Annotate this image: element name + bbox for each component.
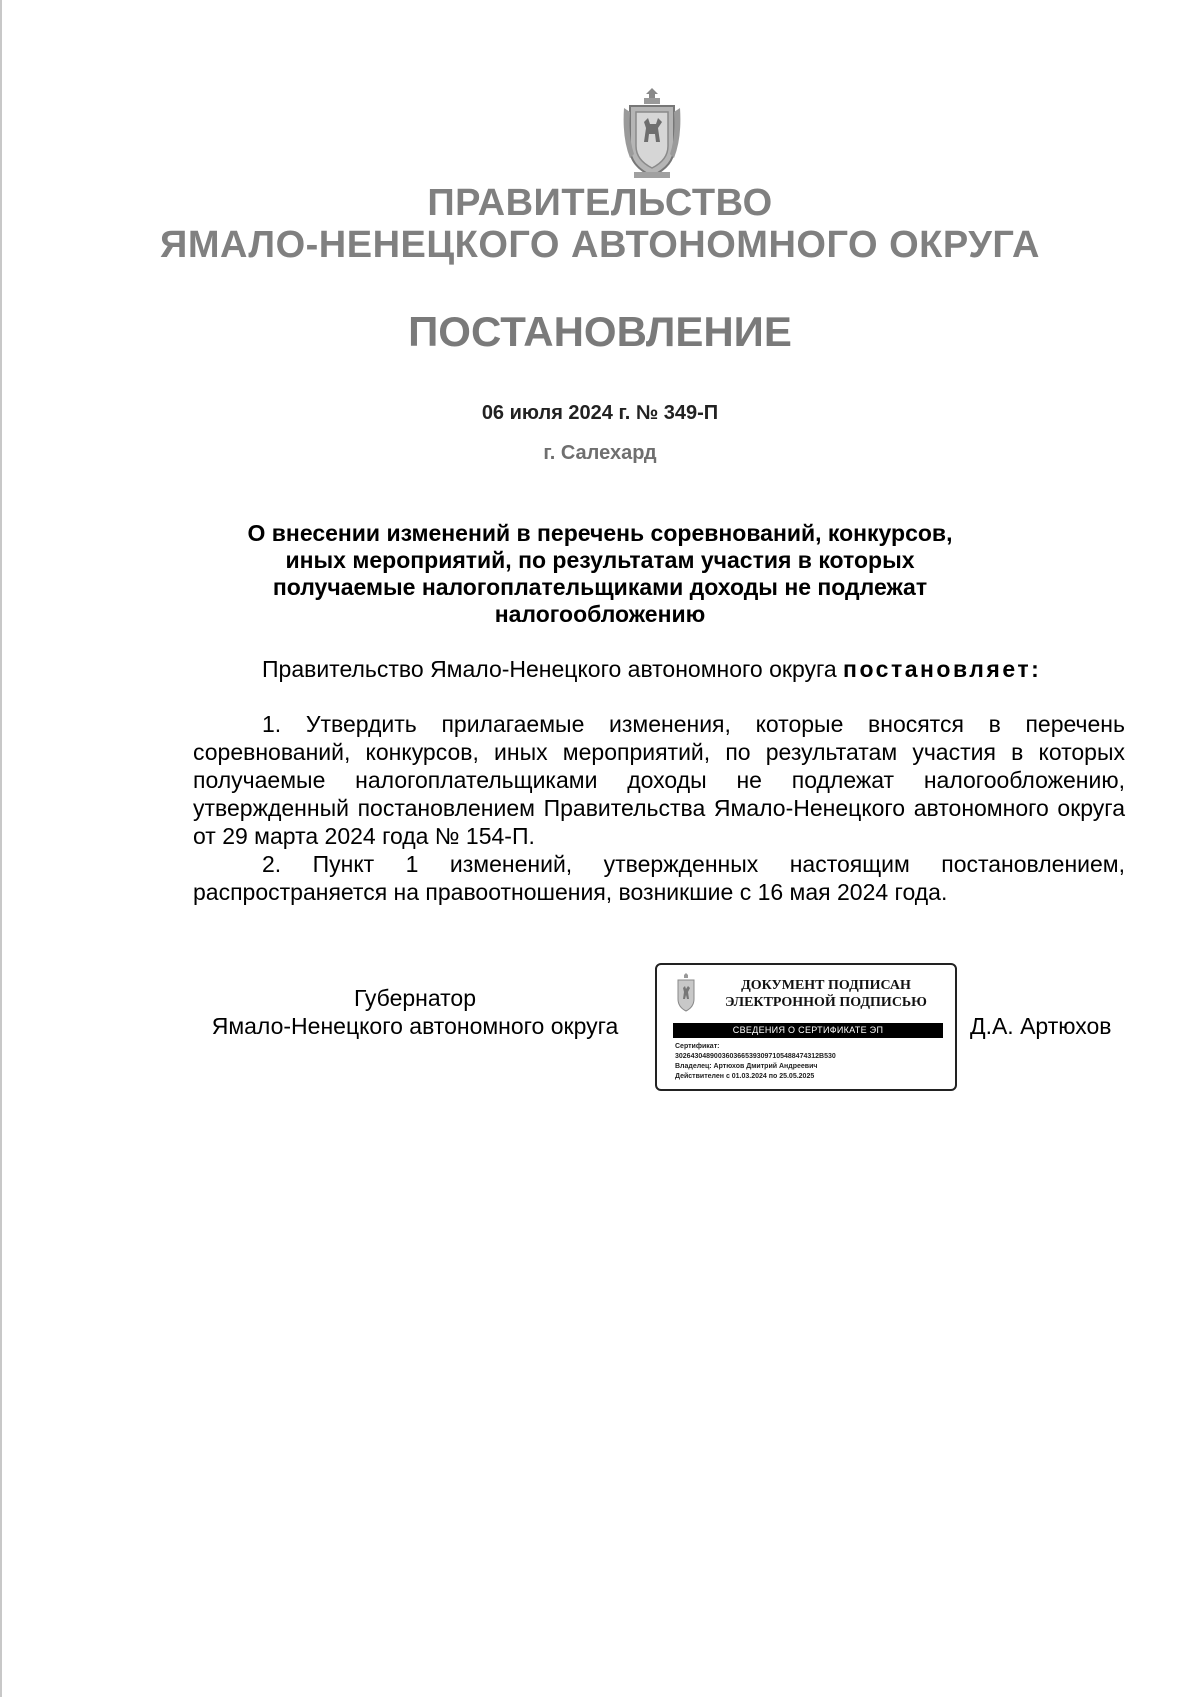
document-body — [193, 710, 1125, 906]
electronic-signature-stamp — [655, 963, 957, 1091]
stamp-certificate-label: Сертификат: — [675, 1043, 720, 1050]
stamp-coat-of-arms-icon — [675, 973, 697, 1013]
government-name-line1: ПРАВИТЕЛЬСТВО — [427, 182, 773, 224]
document-date-number: 06 июля 2024 г. № 349-П — [481, 402, 719, 424]
stamp-title — [703, 977, 949, 1011]
paragraph-2: 2. Пункт 1 изменений, утвержденных настоящим постановлением, распространяется на правоотношения, возникшие с 16 мая 2024 года. — [193, 851, 1125, 905]
coat-of-arms-icon — [622, 88, 682, 180]
preamble — [262, 655, 1041, 683]
stamp-certificate-details — [675, 1042, 951, 1082]
signer-name: Д.А. Артюхов — [970, 1013, 1112, 1039]
signer-position-line1: Губернатор — [353, 985, 477, 1011]
preamble-decision: постановляет: — [843, 656, 1042, 682]
paragraph-1: 1. Утвердить прилагаемые изменения, которые вносятся в перечень соревнований, конкурсов, иных мероприятий, по результатам участия в которых получаемые налогоплательщиками доходы не подлежат налогообложению, утвержденный постановлением Правительства Ямало-Ненецкого автономного округа от 29 марта 2024 года № 154-П. — [193, 711, 1125, 849]
stamp-owner: Владелец: Артюхов Дмитрий Андреевич — [675, 1063, 818, 1070]
stamp-certificate-number: 3026430489003603665393097105488474312B530 — [675, 1053, 836, 1060]
preamble-text: Правительство Ямало-Ненецкого автономного округа — [262, 656, 844, 682]
document-city: г. Салехард — [543, 442, 657, 464]
stamp-title-line1: ДОКУМЕНТ ПОДПИСАН — [741, 978, 911, 993]
stamp-title-line2: ЭЛЕКТРОННОЙ ПОДПИСЬЮ — [725, 995, 927, 1010]
document-subject: О внесении изменений в перечень соревнований, конкурсов, иных мероприятий, по результатам участия в которых получаемые налогоплательщиками доходы не подлежат налогообложению — [247, 520, 953, 627]
stamp-validity: Действителен с 01.03.2024 по 25.05.2025 — [675, 1073, 815, 1080]
signer-position-line2: Ямало-Ненецкого автономного округа — [211, 1013, 619, 1039]
government-name-line2: ЯМАЛО-НЕНЕЦКОГО АВТОНОМНОГО ОКРУГА — [160, 224, 1040, 266]
document-type: ПОСТАНОВЛЕНИЕ — [408, 308, 792, 355]
signer-position — [190, 984, 640, 1040]
stamp-certificate-header: СВЕДЕНИЯ О СЕРТИФИКАТЕ ЭП — [673, 1023, 943, 1038]
